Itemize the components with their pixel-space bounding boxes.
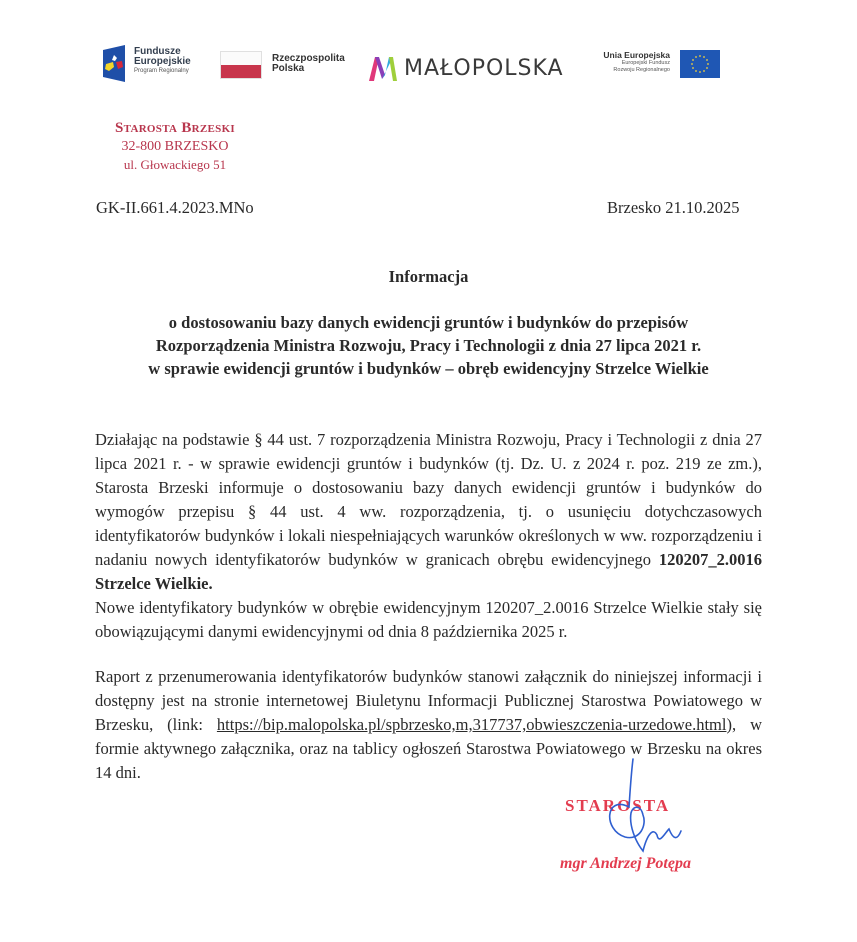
sender-name: Starosta Brzeski <box>114 120 235 136</box>
handwritten-signature-icon <box>585 755 715 865</box>
rzeczpospolita-line1: Rzeczpospolita <box>272 53 345 64</box>
sender-zip-city: 32-800 BRZESKO <box>121 139 229 154</box>
polish-flag-icon <box>220 51 262 79</box>
fundusze-line2: Europejskie <box>134 56 191 67</box>
unia-line1: Unia Europejska <box>603 50 670 60</box>
rzeczpospolita-line2: Polska <box>272 63 305 74</box>
rzeczpospolita-polska-logo <box>220 51 350 81</box>
place-date: Brzesko 21.10.2025 <box>607 198 740 217</box>
fundusze-line1: Fundusze <box>134 46 181 57</box>
document-title: Informacja <box>388 267 469 286</box>
malopolska-logo <box>369 53 579 83</box>
unia-europejska-logo <box>597 48 727 82</box>
malopolska-text: MAŁOPOLSKA <box>404 56 564 81</box>
signature-title: STAROSTA <box>565 796 671 815</box>
paragraph-2-text-after: ), w formie aktywnego załącznika, oraz na tablicy ogłoszeń Starostwa Powiatowego w Brzesku na okres 14 dni. <box>95 715 762 782</box>
paragraph-1-second: Nowe identyfikatory budynków w obrębie ewidencyjnym 120207_2.0016 Strzelce Wielkie stały się obowiązującymi danymi ewidencyjnymi od dnia 8 października 2025 r. <box>95 598 762 641</box>
subtitle-line: o dostosowaniu bazy danych ewidencji gruntów i budynków do przepisów <box>168 313 689 332</box>
document-subtitle <box>90 311 767 380</box>
unia-line3: Rozwoju Regionalnego <box>613 67 670 73</box>
fundusze-europejskie-icon <box>103 45 125 82</box>
eu-flag-icon <box>680 50 720 78</box>
bip-link[interactable]: https://bip.malopolska.pl/spbrzesko,m,317737,obwieszczenia-urzedowe.html <box>216 715 727 734</box>
fundusze-line3: Program Regionalny <box>134 68 189 74</box>
paragraph-2-text: Raport z przenumerowania identyfikatorów budynków stanowi załącznik do niniejszej informacji i dostępny jest na stronie internetowej Biuletynu Informacji Publicznej Starostwa Powiatowego w Brzesku, (link: <box>95 667 762 734</box>
signatory-name: mgr Andrzej Potępa <box>560 855 691 872</box>
sender-street: ul. Głowackiego 51 <box>123 157 227 172</box>
sender-block <box>90 118 260 173</box>
paragraph-1 <box>95 428 762 644</box>
subtitle-line: w sprawie ewidencji gruntów i budynków – obręb ewidencyjny Strzelce Wielkie <box>148 359 709 378</box>
parcel-identifier: 120207_2.0016 Strzelce Wielkie. <box>95 550 762 593</box>
paragraph-1-main <box>95 428 762 596</box>
subtitle-line: Rozporządzenia Ministra Rozwoju, Pracy i Technologii z dnia 27 lipca 2021 r. <box>155 336 702 355</box>
paragraph-1-text: Działając na podstawie § 44 ust. 7 rozporządzenia Ministra Rozwoju, Pracy i Technologii z dnia 27 lipca 2021 r. - w sprawie ewidencji gruntów i budynków (tj. Dz. U. z 2024 r. poz. 219 ze zm.), Starosta Brzeski informuje o dostosowaniu bazy danych ewidencji gruntów i budynków do wymogów przepisu § 44 ust. 4 ww. rozporządzenia, tj. o usunięciu dotychczasowych identyfikatorów budynków i lokali niespełniających warunków określonych w ww. rozporządzeniu i nadaniu nowych identyfikatorów budynków w granicach obrębu ewidencyjnego <box>95 430 762 569</box>
unia-line2: Europejski Fundusz <box>621 60 670 66</box>
reference-number: GK-II.661.4.2023.MNo <box>96 198 254 217</box>
malopolska-m-icon <box>369 55 397 81</box>
